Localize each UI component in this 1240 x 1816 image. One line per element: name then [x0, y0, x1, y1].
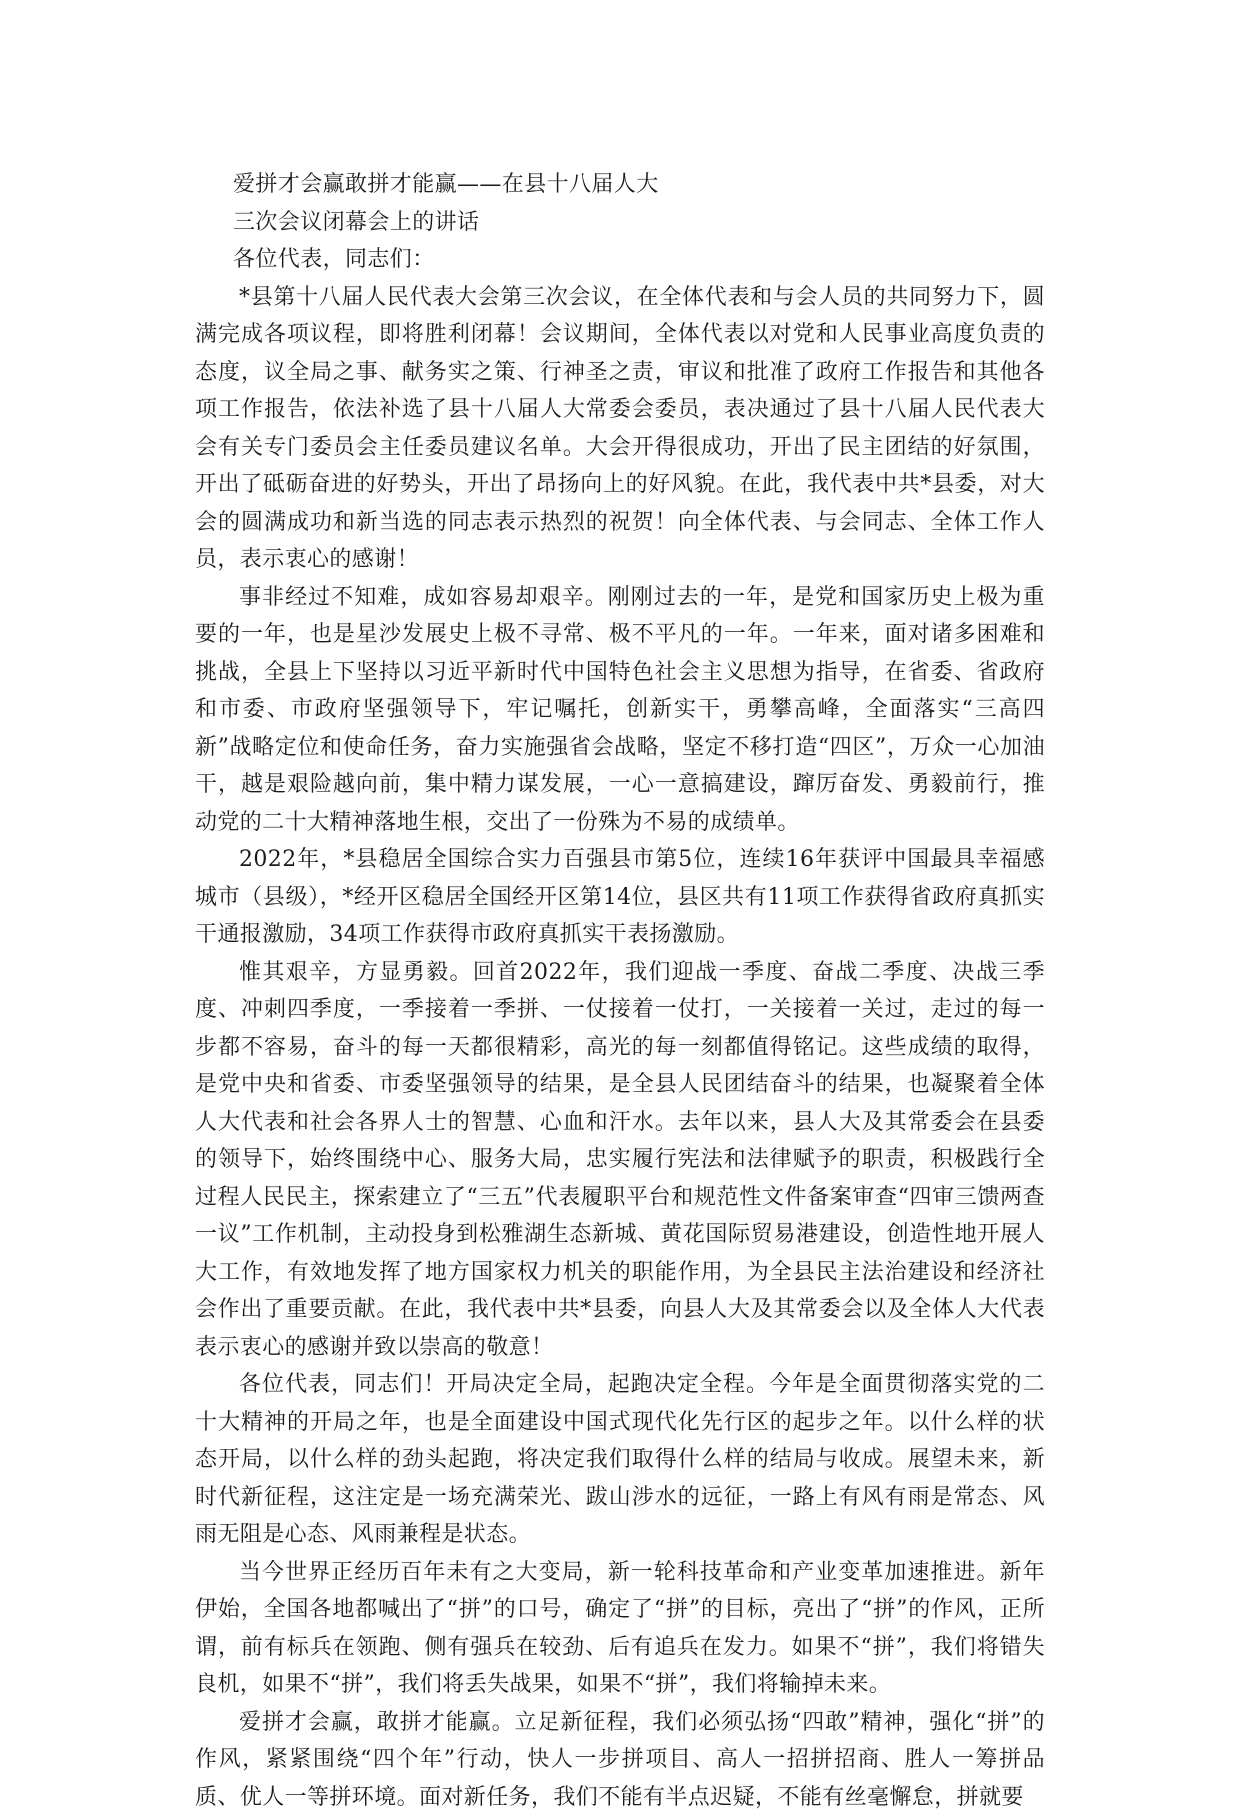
- title-line-1: 爱拼才会赢敢拼才能赢——在县十八届人大: [195, 166, 1045, 204]
- document-body: [195, 166, 1045, 1816]
- paragraph: *县第十八届人民代表大会第三次会议，在全体代表和与会人员的共同努力下，圆满完成各项议程，即将胜利闭幕！会议期间，全体代表以对党和人民事业高度负责的态度，议全局之事、献务实之策、行神圣之责，审议和批准了政府工作报告和其他各项工作报告，依法补选了县十八届人大常委会委员，表决通过了县十八届人民代表大会有关专门委员会主任委员建议名单。大会开得很成功，开出了民主团结的好氛围，开出了砥砺奋进的好势头，开出了昂扬向上的好风貌。在此，我代表中共*县委，对大会的圆满成功和新当选的同志表示热烈的祝贺！向全体代表、与会同志、全体工作人员，表示衷心的感谢！: [195, 279, 1045, 579]
- salutation: 各位代表，同志们：: [195, 241, 1045, 279]
- paragraph: 各位代表，同志们！开局决定全局，起跑决定全程。今年是全面贯彻落实党的二十大精神的开局之年，也是全面建设中国式现代化先行区的起步之年。以什么样的状态开局，以什么样的劲头起跑，将决定我们取得什么样的结局与收成。展望未来，新时代新征程，这注定是一场充满荣光、跋山涉水的远征，一路上有风有雨是常态、风雨无阻是心态、风雨兼程是状态。: [195, 1366, 1045, 1554]
- paragraph: 事非经过不知难，成如容易却艰辛。刚刚过去的一年，是党和国家历史上极为重要的一年，也是星沙发展史上极不寻常、极不平凡的一年。一年来，面对诸多困难和挑战，全县上下坚持以习近平新时代中国特色社会主义思想为指导，在省委、省政府和市委、市政府坚强领导下，牢记嘱托，创新实干，勇攀高峰，全面落实“三高四新”战略定位和使命任务，奋力实施强省会战略，坚定不移打造“四区”，万众一心加油干，越是艰险越向前，集中精力谋发展，一心一意搞建设，蹿厉奋发、勇毅前行，推动党的二十大精神落地生根，交出了一份殊为不易的成绩单。: [195, 579, 1045, 842]
- paragraph: 当今世界正经历百年未有之大变局，新一轮科技革命和产业变革加速推进。新年伊始，全国各地都喊出了“拼”的口号，确定了“拼”的目标，亮出了“拼”的作风，正所谓，前有标兵在领跑、侧有强兵在较劲、后有追兵在发力。如果不“拼”，我们将错失良机，如果不“拼”，我们将丢失战果，如果不“拼”，我们将输掉未来。: [195, 1554, 1045, 1704]
- title-line-2: 三次会议闭幕会上的讲话: [195, 204, 1045, 242]
- paragraph: 爱拼才会赢，敢拼才能赢。立足新征程，我们必须弘扬“四敢”精神，强化“拼”的作风，紧紧围绕“四个年”行动，快人一步拼项目、高人一招拼招商、胜人一筹拼品质、优人一等拼环境。面对新任务，我们不能有半点迟疑，不能有丝毫懈怠，拼就要: [195, 1704, 1045, 1816]
- paragraph: 惟其艰辛，方显勇毅。回首2022年，我们迎战一季度、奋战二季度、决战三季度、冲刺四季度，一季接着一季拼、一仗接着一仗打，一关接着一关过，走过的每一步都不容易，奋斗的每一天都很精彩，高光的每一刻都值得铭记。这些成绩的取得，是党中央和省委、市委坚强领导的结果，是全县人民团结奋斗的结果，也凝聚着全体人大代表和社会各界人士的智慧、心血和汗水。去年以来，县人大及其常委会在县委的领导下，始终围绕中心、服务大局，忠实履行宪法和法律赋予的职责，积极践行全过程人民民主，探索建立了“三五”代表履职平台和规范性文件备案审查“四审三馈两查一议”工作机制，主动投身到松雅湖生态新城、黄花国际贸易港建设，创造性地开展人大工作，有效地发挥了地方国家权力机关的职能作用，为全县民主法治建设和经济社会作出了重要贡献。在此，我代表中共*县委，向县人大及其常委会以及全体人大代表表示衷心的感谢并致以崇高的敬意！: [195, 954, 1045, 1367]
- paragraph: 2022年，*县稳居全国综合实力百强县市第5位，连续16年获评中国最具幸福感城市（县级），*经开区稳居全国经开区第14位，县区共有11项工作获得省政府真抓实干通报激励，34项工作获得市政府真抓实干表扬激励。: [195, 841, 1045, 954]
